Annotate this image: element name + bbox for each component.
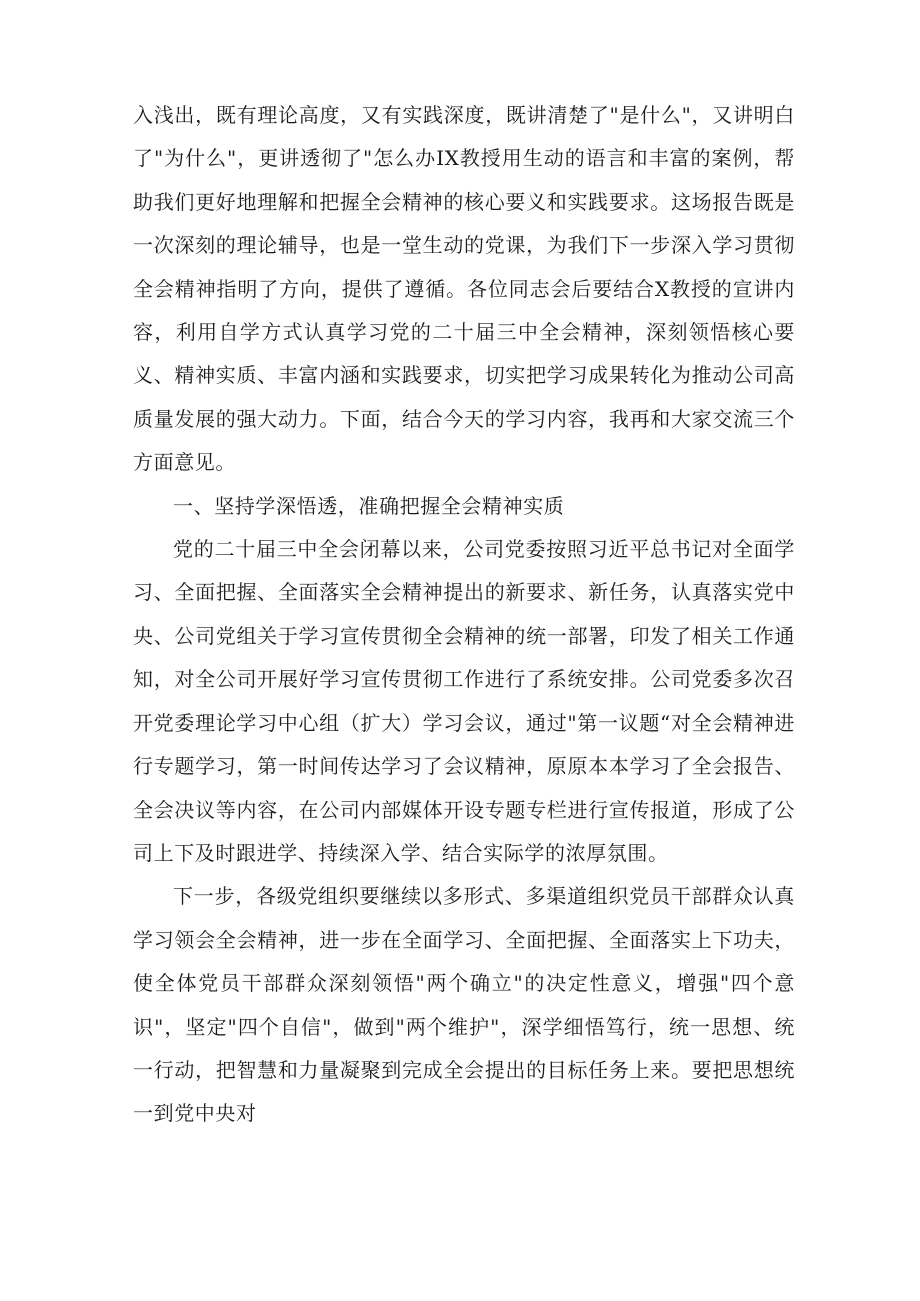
document-body: [133, 94, 795, 1136]
paragraph-continued-intro: 入浅出，既有理论高度，又有实践深度，既讲清楚了"是什么"，又讲明白了"为什么"，更讲透彻了"怎么办IX教授用生动的语言和丰富的案例，帮助我们更好地理解和把握全会精神的核心要义和实践要求。这场报告既是一次深刻的理论辅导，也是一堂生动的党课，为我们下一步深入学习贯彻全会精神指明了方向，提供了遵循。各位同志会后要结合X教授的宣讲内容，利用自学方式认真学习党的二十届三中全会精神，深刻领悟核心要义、精神实质、丰富内涵和实践要求，切实把学习成果转化为推动公司高质量发展的强大动力。下面，结合今天的学习内容，我再和大家交流三个方面意见。: [133, 103, 795, 475]
paragraph-next-steps: 下一步，各级党组织要继续以多形式、多渠道组织党员干部群众认真学习领会全会精神，进一步在全面学习、全面把握、全面落实上下功夫，使全体党员干部群众深刻领悟"两个确立"的决定性意义，增强"四个意识"，坚定"四个自信"，做到"两个维护"，深学细悟笃行，统一思想、统一行动，把智慧和力量凝聚到完成全会提出的目标任务上来。要把思想统一到党中央对: [133, 884, 795, 1126]
paragraph-study-progress: 党的二十届三中全会闭幕以来，公司党委按照习近平总书记对全面学习、全面把握、全面落实全会精神提出的新要求、新任务，认真落实党中央、公司党组关于学习宣传贯彻全会精神的统一部署，印发了相关工作通知，对全公司开展好学习宣传贯彻工作进行了系统安排。公司党委多次召开党委理论学习中心组（扩大）学习会议，通过"第一议题“对全会精神进行专题学习，第一时间传达学习了会议精神，原原本本学习了全会报告、全会决议等内容，在公司内部媒体开设专题专栏进行宣传报道，形成了公司上下及时跟进学、持续深入学、结合实际学的浓厚氛围。: [133, 537, 795, 865]
section-heading-1: 一、坚持学深悟透，准确把握全会精神实质: [173, 493, 565, 518]
